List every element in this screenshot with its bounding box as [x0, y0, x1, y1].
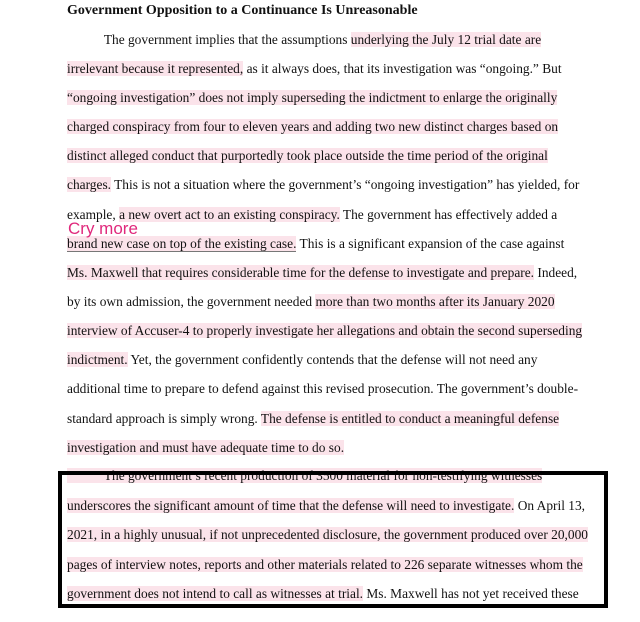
text-span: The government has effectively added a [339, 207, 558, 222]
highlighted-text: The defense is entitled to conduct a meaningful defense [260, 411, 560, 426]
text-span: Ms. Maxwell has not yet received these [363, 586, 579, 601]
text-line [67, 176, 579, 194]
highlighted-text: pages of interview notes, reports and other materials related to 226 separate witnesses whom the [67, 557, 583, 572]
text-line [67, 351, 537, 369]
handwritten-annotation: Cry more [68, 219, 138, 238]
highlighted-text: charges. [67, 177, 111, 192]
text-span: On April 13, [514, 498, 586, 513]
highlighted-text: “ongoing investigation” does not imply superseding the indictment to enlarge the originally [67, 90, 558, 105]
text-line [67, 60, 562, 78]
highlighted-text: brand new case on top of the existing case. [67, 236, 297, 251]
text-span: Yet, the government confidently contends that the defense will not need any [127, 352, 538, 367]
text-line [67, 380, 578, 398]
highlighted-text: underlying the July 12 trial date are [350, 32, 542, 47]
text-span: The government implies that the assumptions [67, 32, 351, 47]
text-span: This is a significant expansion of the case against [296, 236, 565, 251]
text-line [67, 118, 558, 136]
text-line [67, 31, 541, 49]
highlighted-text: The government’s recent production of 3500 material for non-testifying witnesses [67, 468, 543, 483]
text-line [67, 206, 557, 224]
highlighted-text: distinct alleged conduct that purportedly took place outside the time period of the original [67, 148, 548, 163]
highlighted-text: more than two months after its January 2020 [315, 294, 555, 309]
highlighted-text: indictment. [67, 352, 128, 367]
text-span: by its own admission, the government needed [67, 294, 316, 309]
highlighted-text: 2021, in a highly unusual, if not unprecedented disclosure, the government produced over 20,000 [67, 527, 588, 542]
text-line [67, 235, 564, 253]
text-line [67, 293, 555, 311]
highlighted-text: government does not intend to call as witnesses at trial. [67, 586, 364, 601]
text-span: This is not a situation where the government’s “ongoing investigation” has yielded, for [111, 177, 580, 192]
highlighted-text: Ms. Maxwell that requires considerable time for the defense to investigate and prepare. [67, 265, 535, 280]
text-span: standard approach is simply wrong. [67, 411, 261, 426]
text-line [67, 410, 559, 428]
section-heading: Government Opposition to a Continuance Is Unreasonable [67, 3, 418, 18]
highlighted-text: investigation and must have adequate time to do so. [67, 440, 345, 455]
highlighted-text: interview of Accuser-4 to properly investigate her allegations and obtain the second superseding [67, 323, 583, 338]
text-line [67, 89, 557, 107]
text-span: example, [67, 207, 120, 222]
text-line [67, 322, 582, 340]
text-span: Indeed, [534, 265, 578, 280]
highlight-box [58, 471, 608, 608]
text-line [67, 264, 577, 282]
highlighted-text: charged conspiracy from four to eleven years and adding two new distinct charges based on [67, 119, 559, 134]
text-line [67, 147, 548, 165]
highlighted-text: irrelevant because it represented, [67, 61, 244, 76]
text-span: additional time to prepare to defend against this revised prosecution. The government’s double- [67, 381, 579, 396]
highlighted-text: a new overt act to an existing conspiracy. [119, 207, 340, 222]
highlighted-text: underscores the significant amount of time that the defense will need to investigate. [67, 498, 515, 513]
text-line [67, 439, 344, 457]
text-span: as it always does, that its investigation was “ongoing.” But [243, 61, 562, 76]
